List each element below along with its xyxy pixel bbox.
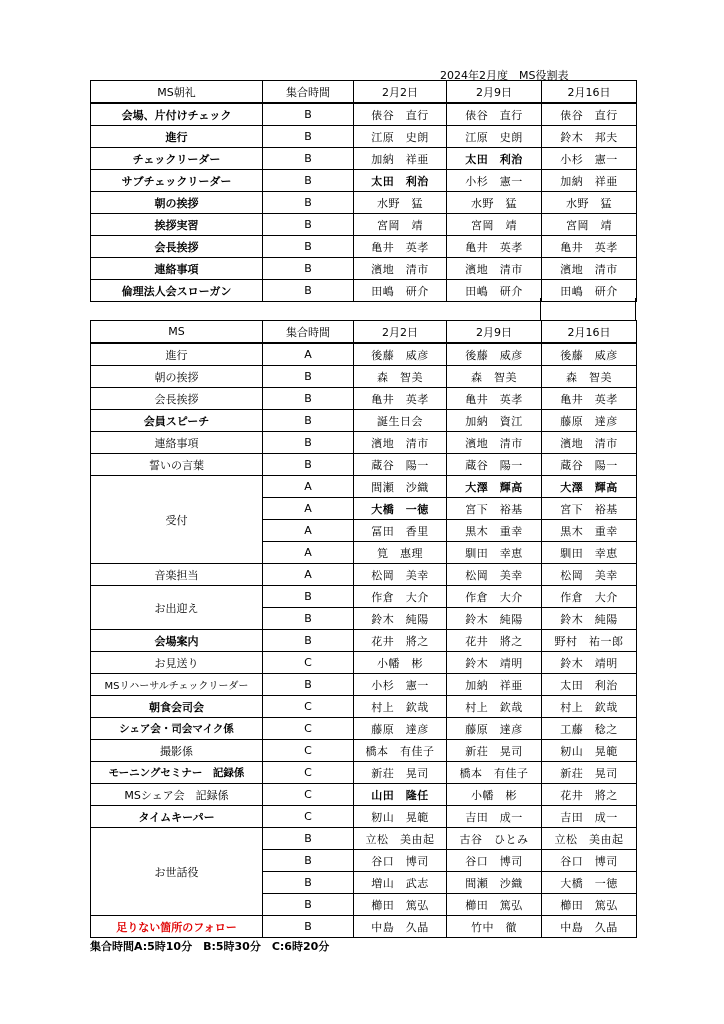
assignee-cell: 濱地 清市 <box>542 432 637 454</box>
assignee-cell: 田嶋 研介 <box>354 280 447 302</box>
assignee-cell: 亀井 英孝 <box>354 236 447 258</box>
assignee-cell: 濱地 清市 <box>354 432 447 454</box>
assignee-cell: 中島 久晶 <box>542 916 637 938</box>
time-cell: B <box>263 410 354 432</box>
table-row <box>91 674 637 696</box>
time-cell: B <box>263 258 354 280</box>
time-cell: B <box>263 236 354 258</box>
assignee-cell: 作倉 大介 <box>447 586 542 608</box>
table-row <box>91 916 637 938</box>
assignee-cell: 大橋 一徳 <box>354 498 447 520</box>
assignee-cell: 加納 祥亜 <box>354 148 447 170</box>
assignee-cell: 鈴木 靖明 <box>542 652 637 674</box>
assignee-cell: 田嶋 研介 <box>542 280 637 302</box>
assignee-cell: 亀井 英孝 <box>354 388 447 410</box>
assignee-cell: 加納 祥亜 <box>447 674 542 696</box>
assignee-cell: 江原 史朗 <box>447 126 542 148</box>
header-date-1: 2月2日 <box>354 321 447 344</box>
assignee-cell: 大澤 輝高 <box>447 476 542 498</box>
role-cell: 撮影係 <box>91 740 263 762</box>
table-row <box>91 696 637 718</box>
assignee-cell: 濱地 清市 <box>354 258 447 280</box>
table-row <box>91 586 637 608</box>
assignee-cell: 濱地 清市 <box>542 258 637 280</box>
table-gap-cell <box>540 298 636 320</box>
role-cell: 受付 <box>91 476 263 564</box>
assignee-cell: 濱地 清市 <box>447 432 542 454</box>
assignee-cell: 俵谷 直行 <box>447 103 542 126</box>
time-cell: A <box>263 498 354 520</box>
assignee-cell: 新荘 晃司 <box>447 740 542 762</box>
assignee-cell: 工藤 稔之 <box>542 718 637 740</box>
assignee-cell: 小杉 憲一 <box>447 170 542 192</box>
assignee-cell: 宮下 裕基 <box>447 498 542 520</box>
assignee-cell: 大澤 輝高 <box>542 476 637 498</box>
assignee-cell: 宮岡 靖 <box>542 214 637 236</box>
role-cell: お見送り <box>91 652 263 674</box>
assignee-cell: 俵谷 直行 <box>354 103 447 126</box>
assignee-cell: 宮岡 靖 <box>354 214 447 236</box>
assignee-cell: 亀井 英孝 <box>542 388 637 410</box>
assignee-cell: 松岡 美幸 <box>447 564 542 586</box>
role-cell: 足りない箇所のフォロー <box>91 916 263 938</box>
assignee-cell: 太田 利治 <box>354 170 447 192</box>
table-row <box>91 740 637 762</box>
assignee-cell: 間瀬 沙織 <box>354 476 447 498</box>
assembly-time-footnote: 集合時間A:5時10分 B:5時30分 C:6時20分 <box>90 940 330 953</box>
assignee-cell: 増山 武志 <box>354 872 447 894</box>
time-cell: A <box>263 520 354 542</box>
assignee-cell: 鈴木 邦夫 <box>542 126 637 148</box>
header-time: 集合時間 <box>263 321 354 344</box>
time-cell: B <box>263 872 354 894</box>
role-cell: 会長挨拶 <box>91 388 263 410</box>
header-date-2: 2月9日 <box>447 81 542 104</box>
assignee-cell: 谷口 博司 <box>447 850 542 872</box>
role-cell: 朝の挨拶 <box>91 192 263 214</box>
assignee-cell: 小杉 憲一 <box>542 148 637 170</box>
role-cell: 進行 <box>91 343 263 366</box>
assignee-cell: 橋本 有佳子 <box>354 740 447 762</box>
assignee-cell: 水野 猛 <box>354 192 447 214</box>
assignee-cell: 鈴木 純陽 <box>354 608 447 630</box>
assignee-cell: 竹中 徹 <box>447 916 542 938</box>
assignee-cell: 森 智美 <box>447 366 542 388</box>
assignee-cell: 作倉 大介 <box>354 586 447 608</box>
assignee-cell: 古谷 ひとみ <box>447 828 542 850</box>
role-cell: 進行 <box>91 126 263 148</box>
assignee-cell: 森 智美 <box>354 366 447 388</box>
table-row <box>91 432 637 454</box>
time-cell: C <box>263 762 354 784</box>
table-row <box>91 454 637 476</box>
assignee-cell: 宮岡 靖 <box>447 214 542 236</box>
time-cell: B <box>263 608 354 630</box>
time-cell: B <box>263 432 354 454</box>
assignee-cell: 蔵谷 陽一 <box>542 454 637 476</box>
header-date-3: 2月16日 <box>542 321 637 344</box>
table-row <box>91 192 637 214</box>
assignee-cell: 櫛田 篤弘 <box>354 894 447 916</box>
time-cell: B <box>263 103 354 126</box>
time-cell: B <box>263 454 354 476</box>
assignee-cell: 亀井 英孝 <box>447 236 542 258</box>
assignee-cell: 櫛田 篤弘 <box>447 894 542 916</box>
table-header-row <box>91 321 637 344</box>
assignee-cell: 村上 欽哉 <box>354 696 447 718</box>
assignee-cell: 田嶋 研介 <box>447 280 542 302</box>
header-date-1: 2月2日 <box>354 81 447 104</box>
assignee-cell: 馴田 幸恵 <box>542 542 637 564</box>
assignee-cell: 櫛田 篤弘 <box>542 894 637 916</box>
assignee-cell: 俵谷 直行 <box>542 103 637 126</box>
assignee-cell: 野村 祐一郎 <box>542 630 637 652</box>
assignee-cell: 鈴木 靖明 <box>447 652 542 674</box>
table-row <box>91 410 637 432</box>
assignee-cell: 小幡 彬 <box>354 652 447 674</box>
table-row <box>91 148 637 170</box>
table-header-row <box>91 81 637 104</box>
assignee-cell: 中島 久晶 <box>354 916 447 938</box>
table-row <box>91 828 637 850</box>
time-cell: A <box>263 564 354 586</box>
assignee-cell: 水野 猛 <box>447 192 542 214</box>
time-cell: B <box>263 828 354 850</box>
time-cell: A <box>263 343 354 366</box>
role-cell: 音楽担当 <box>91 564 263 586</box>
assignee-cell: 蔵谷 陽一 <box>354 454 447 476</box>
assignee-cell: 亀井 英孝 <box>542 236 637 258</box>
table-row <box>91 630 637 652</box>
table-row <box>91 652 637 674</box>
table-row <box>91 762 637 784</box>
assignee-cell: 吉田 成一 <box>447 806 542 828</box>
assignee-cell: 鈴木 純陽 <box>447 608 542 630</box>
table-row <box>91 214 637 236</box>
time-cell: C <box>263 696 354 718</box>
time-cell: B <box>263 916 354 938</box>
table-row <box>91 103 637 126</box>
time-cell: B <box>263 148 354 170</box>
assignee-cell: 立松 美由起 <box>542 828 637 850</box>
role-cell: サブチェックリーダー <box>91 170 263 192</box>
time-cell: B <box>263 192 354 214</box>
table-row <box>91 126 637 148</box>
role-cell: お出迎え <box>91 586 263 630</box>
table-row <box>91 236 637 258</box>
assignee-cell: 太田 利治 <box>542 674 637 696</box>
assignee-cell: 江原 史朗 <box>354 126 447 148</box>
assignee-cell: 濱地 清市 <box>447 258 542 280</box>
time-cell: B <box>263 630 354 652</box>
header-date-2: 2月9日 <box>447 321 542 344</box>
role-cell: 朝の挨拶 <box>91 366 263 388</box>
assignee-cell: 太田 利治 <box>447 148 542 170</box>
header-role: MS朝礼 <box>91 81 263 104</box>
assignee-cell: 小杉 憲一 <box>354 674 447 696</box>
time-cell: B <box>263 586 354 608</box>
role-cell: モーニングセミナー 記録係 <box>91 762 263 784</box>
ms-roles-table <box>90 320 637 938</box>
table-row <box>91 170 637 192</box>
assignee-cell: 後藤 威彦 <box>447 343 542 366</box>
assignee-cell: 新荘 晃司 <box>542 762 637 784</box>
document-title: 2024年2月度 MS役割表 <box>440 69 569 82</box>
role-cell: 会長挨拶 <box>91 236 263 258</box>
assignee-cell: 黒木 重幸 <box>542 520 637 542</box>
table-row <box>91 366 637 388</box>
header-role: MS <box>91 321 263 344</box>
time-cell: C <box>263 806 354 828</box>
time-cell: B <box>263 674 354 696</box>
table-row <box>91 718 637 740</box>
role-cell: 会員スピーチ <box>91 410 263 432</box>
assignee-cell: 花井 將之 <box>354 630 447 652</box>
time-cell: B <box>263 280 354 302</box>
assignee-cell: 冨田 香里 <box>354 520 447 542</box>
assignee-cell: 蔵谷 陽一 <box>447 454 542 476</box>
time-cell: B <box>263 126 354 148</box>
role-cell: 誓いの言葉 <box>91 454 263 476</box>
role-cell: MSシェア会 記録係 <box>91 784 263 806</box>
assignee-cell: 籾山 晃範 <box>354 806 447 828</box>
assignee-cell: 加納 祥亜 <box>542 170 637 192</box>
assignee-cell: 花井 將之 <box>542 784 637 806</box>
assignee-cell: 谷口 博司 <box>542 850 637 872</box>
time-cell: B <box>263 170 354 192</box>
time-cell: A <box>263 542 354 564</box>
assignee-cell: 宮下 裕基 <box>542 498 637 520</box>
assignee-cell: 筧 惠理 <box>354 542 447 564</box>
table-row <box>91 806 637 828</box>
time-cell: C <box>263 784 354 806</box>
role-cell: 会場、片付けチェック <box>91 103 263 126</box>
role-cell: 挨拶実習 <box>91 214 263 236</box>
role-cell: タイムキーパー <box>91 806 263 828</box>
assignee-cell: 亀井 英孝 <box>447 388 542 410</box>
role-cell: チェックリーダー <box>91 148 263 170</box>
role-cell: シェア会・司会マイク係 <box>91 718 263 740</box>
ms-morning-assembly-table <box>90 80 637 302</box>
table-row <box>91 784 637 806</box>
time-cell: B <box>263 388 354 410</box>
assignee-cell: 立松 美由起 <box>354 828 447 850</box>
assignee-cell: 後藤 威彦 <box>542 343 637 366</box>
assignee-cell: 黒木 重幸 <box>447 520 542 542</box>
assignee-cell: 誕生日会 <box>354 410 447 432</box>
time-cell: B <box>263 894 354 916</box>
table-row <box>91 258 637 280</box>
assignee-cell: 作倉 大介 <box>542 586 637 608</box>
assignee-cell: 藤原 達彦 <box>542 410 637 432</box>
assignee-cell: 森 智美 <box>542 366 637 388</box>
assignee-cell: 藤原 達彦 <box>447 718 542 740</box>
assignee-cell: 新荘 晃司 <box>354 762 447 784</box>
assignee-cell: 籾山 晃範 <box>542 740 637 762</box>
role-cell: 連絡事項 <box>91 258 263 280</box>
assignee-cell: 馴田 幸恵 <box>447 542 542 564</box>
assignee-cell: 大橋 一徳 <box>542 872 637 894</box>
role-cell: 連絡事項 <box>91 432 263 454</box>
assignee-cell: 谷口 博司 <box>354 850 447 872</box>
table-row <box>91 388 637 410</box>
assignee-cell: 加納 資江 <box>447 410 542 432</box>
header-date-3: 2月16日 <box>542 81 637 104</box>
time-cell: A <box>263 476 354 498</box>
assignee-cell: 松岡 美幸 <box>354 564 447 586</box>
assignee-cell: 間瀬 沙織 <box>447 872 542 894</box>
table-row <box>91 564 637 586</box>
role-cell: 会場案内 <box>91 630 263 652</box>
table-row <box>91 476 637 498</box>
time-cell: B <box>263 214 354 236</box>
assignee-cell: 村上 欽哉 <box>542 696 637 718</box>
assignee-cell: 村上 欽哉 <box>447 696 542 718</box>
assignee-cell: 花井 將之 <box>447 630 542 652</box>
time-cell: C <box>263 740 354 762</box>
assignee-cell: 橋本 有佳子 <box>447 762 542 784</box>
assignee-cell: 松岡 美幸 <box>542 564 637 586</box>
time-cell: C <box>263 652 354 674</box>
role-cell: MSリハーサルチェックリーダー <box>91 674 263 696</box>
assignee-cell: 藤原 達彦 <box>354 718 447 740</box>
role-cell: 倫理法人会スローガン <box>91 280 263 302</box>
assignee-cell: 水野 猛 <box>542 192 637 214</box>
assignee-cell: 鈴木 純陽 <box>542 608 637 630</box>
role-cell: お世話役 <box>91 828 263 916</box>
role-cell: 朝食会司会 <box>91 696 263 718</box>
time-cell: C <box>263 718 354 740</box>
assignee-cell: 後藤 威彦 <box>354 343 447 366</box>
assignee-cell: 吉田 成一 <box>542 806 637 828</box>
table-row <box>91 343 637 366</box>
header-time: 集合時間 <box>263 81 354 104</box>
time-cell: B <box>263 850 354 872</box>
time-cell: B <box>263 366 354 388</box>
assignee-cell: 山田 隆任 <box>354 784 447 806</box>
assignee-cell: 小幡 彬 <box>447 784 542 806</box>
